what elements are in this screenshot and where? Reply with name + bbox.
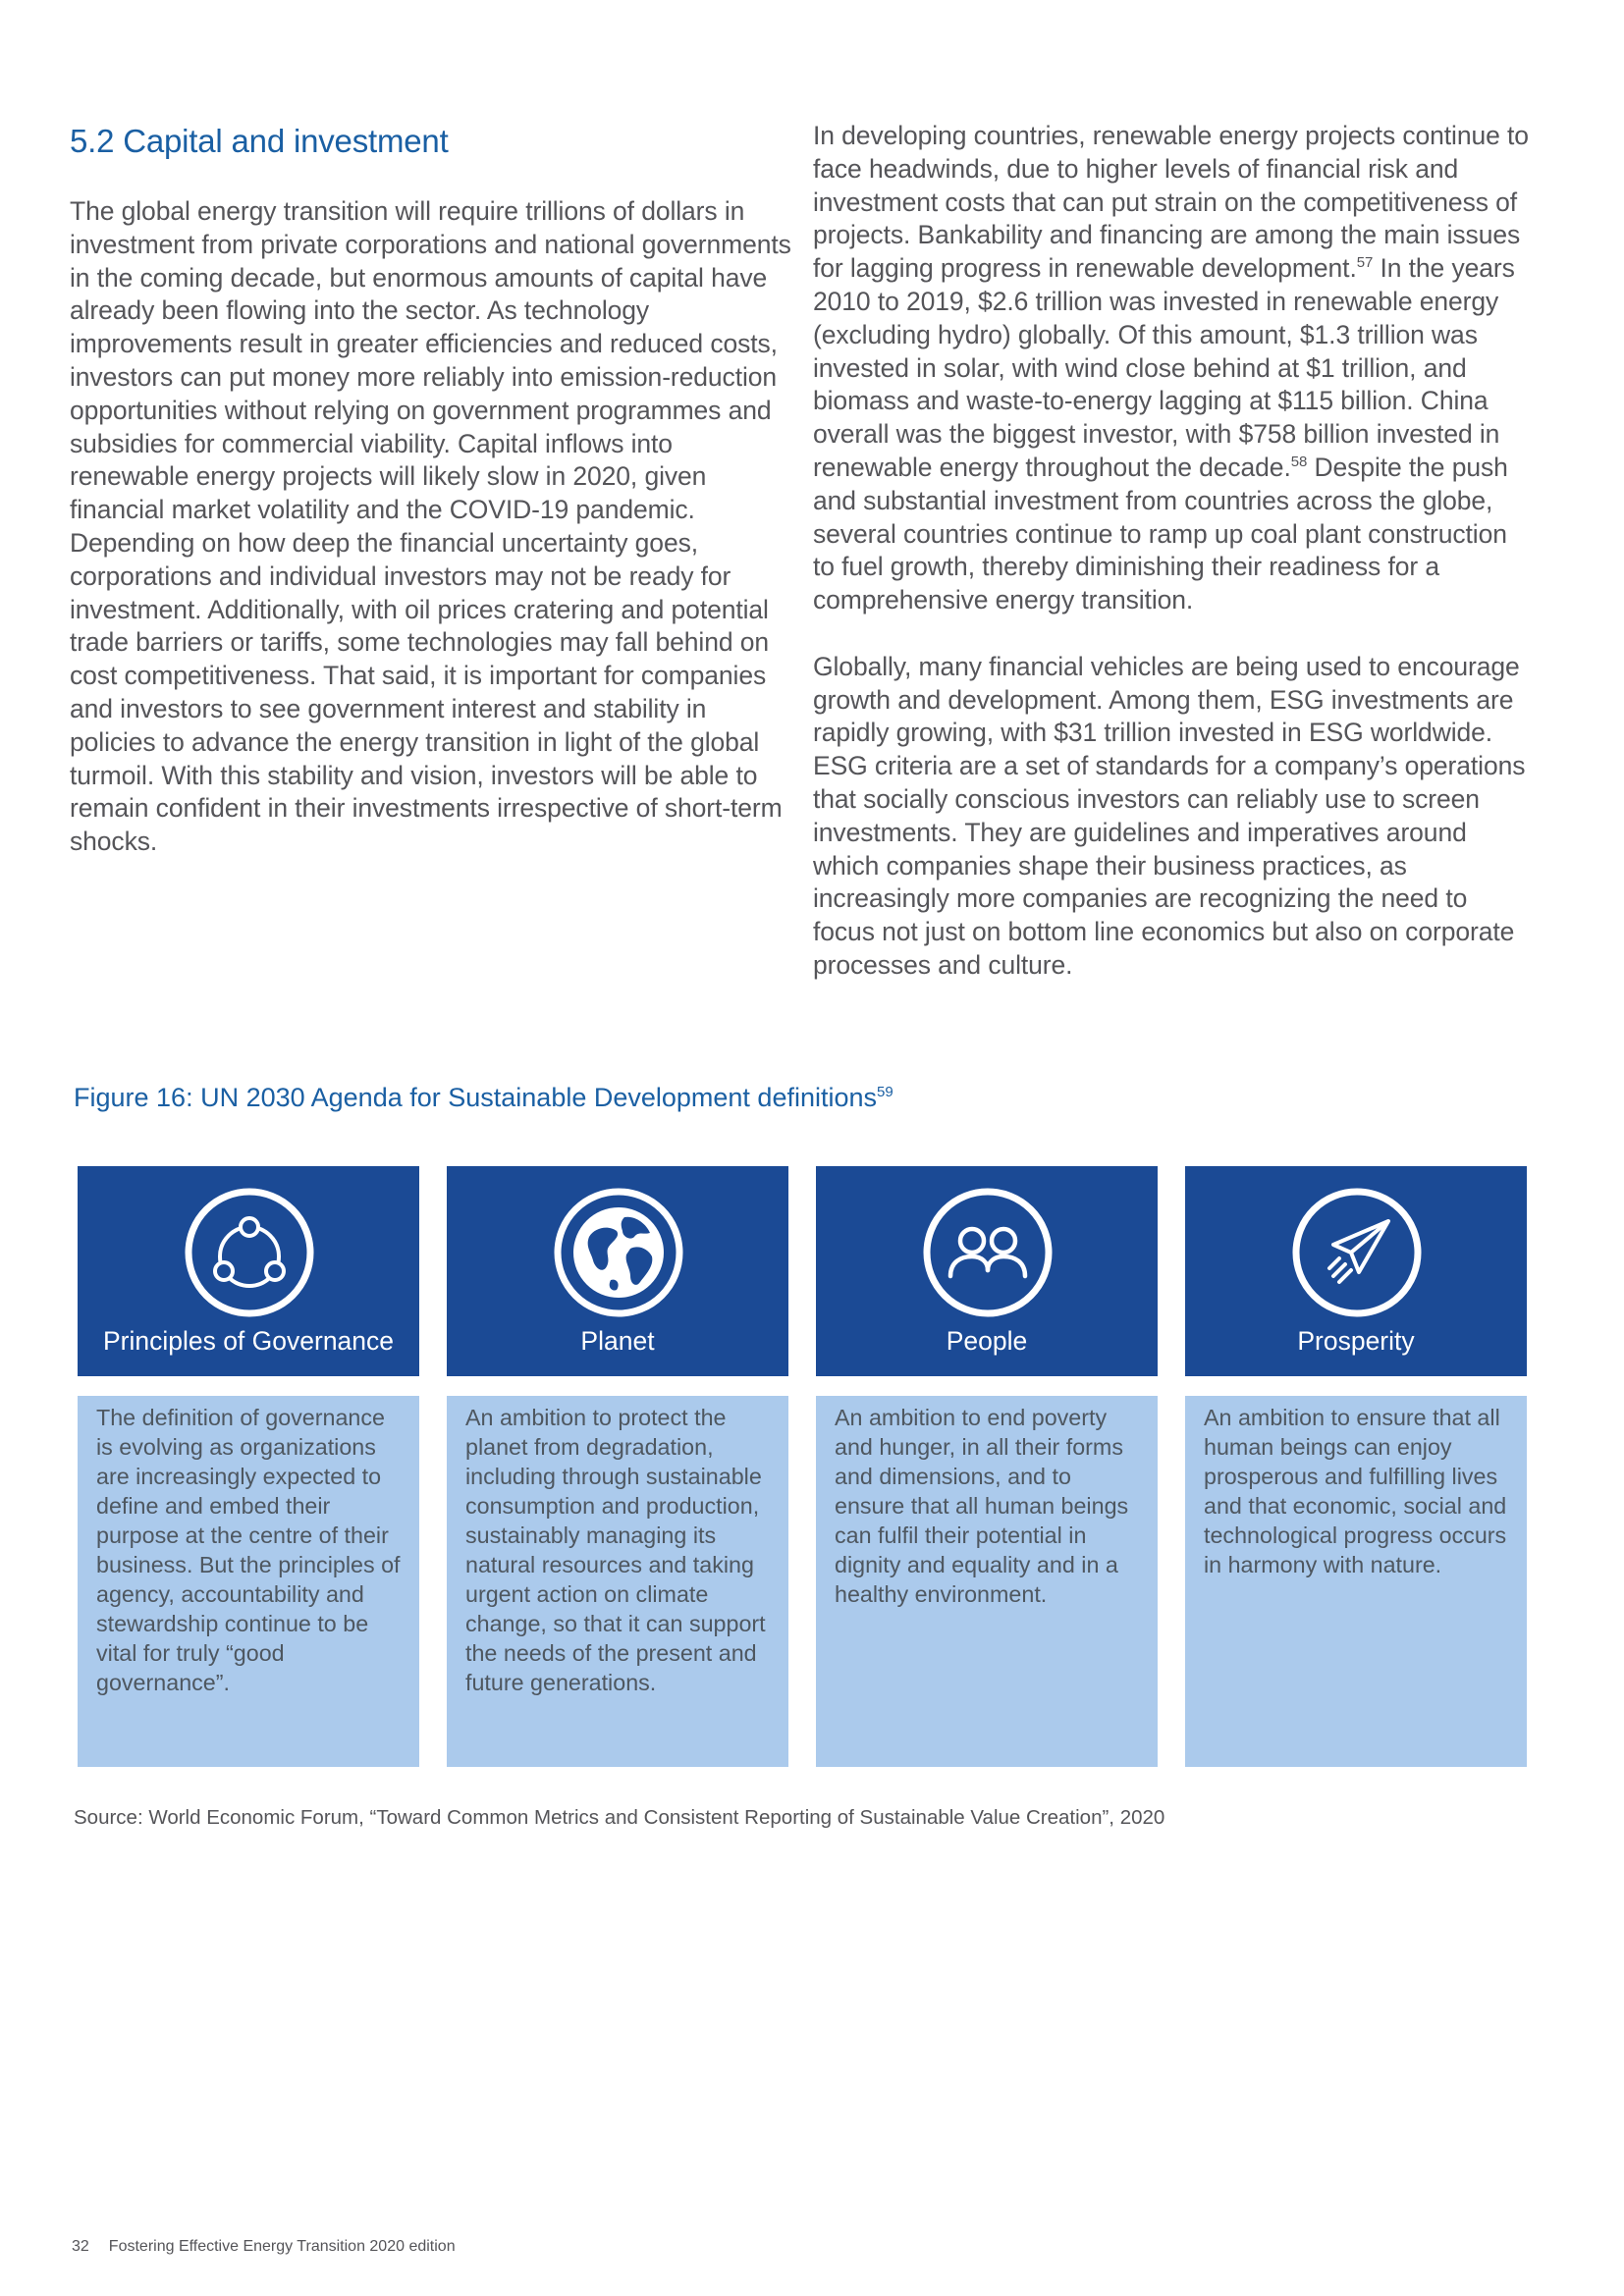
left-paragraph: The global energy transition will require trillions of dollars in investment from private corporations and national governments in the coming decade, but enormous amounts of capital have already been flowing into the sector. As technology improvements result in greater efficiencies and reduced costs, investors can put money more reliably into emission-reduction opportunities without relying on government programmes and subsidies for commercial viability. Capital inflows into renewable energy projects will likely slow in 2020, given financial market volatility and the COVID-19 pandemic. Depending on how deep the financial uncertainty goes, corporations and individual investors may not be ready for investment. Additionally, with oil prices cratering and potential trade barriers or tariffs, some technologies may fall behind on cost competitiveness. That said, it is important for companies and investors to see government interest and stability in policies to advance the energy transition in light of the global turmoil. With this stability and vision, investors will be able to remain confident in their investments irrespective of short-term shocks. [70, 196, 791, 857]
card-title: Planet [580, 1326, 655, 1356]
footnote-ref-57: 57 [1356, 254, 1374, 272]
section-heading: 5.2 Capital and investment [70, 123, 449, 159]
publication-title: Fostering Effective Energy Transition 2020 edition [108, 2238, 456, 2255]
card-header [1185, 1166, 1527, 1376]
card-title: People [946, 1326, 1028, 1356]
card-prosperity [1185, 1166, 1527, 1767]
right-paragraph-1 [813, 120, 1535, 617]
card-header [447, 1166, 788, 1376]
card-body: The definition of governance is evolving as organizations are increasingly expected to define and embed their purpose at the centre of their business. But the principles of agency, accountability and stewardship continue to be vital for truly “good governance”. [78, 1396, 419, 1767]
right-paragraph-1-text-b: In the years 2010 to 2019, $2.6 trillion was invested in renewable energy (excluding hydro) globally. Of this amount, $1.3 trillion was invested in solar, with wind close behind at $1 trillion, and biomass and waste-to-energy lagging at $115 billion. China overall was the biggest investor, with $758 billion invested in renewable energy throughout the decade. [813, 253, 1515, 482]
card-header [816, 1166, 1158, 1376]
definition-cards [78, 1166, 1527, 1767]
right-paragraph-2: Globally, many financial vehicles are being used to encourage growth and development. Among them, ESG investments are rapidly growing, with $31 trillion invested in ESG worldwide. ESG criteria are a set of standards for a company’s operations that socially conscious investors can reliably use to screen investments. They are guidelines and imperatives around which companies shape their business practices, as increasingly more companies are recognizing the need to focus not just on bottom line economics but also on corporate processes and culture. [813, 651, 1526, 980]
left-column [70, 120, 791, 859]
paper-plane-icon [1290, 1186, 1424, 1319]
people-icon [921, 1186, 1055, 1319]
card-people [816, 1166, 1158, 1767]
footnote-ref-59: 59 [877, 1084, 893, 1100]
right-paragraph-1-text-c: Despite the push and substantial investment from countries across the globe, several countries continue to ramp up coal plant construction to fuel growth, thereby diminishing their readiness for a comprehensive energy transition. [813, 452, 1508, 615]
right-column [813, 120, 1535, 983]
card-governance [78, 1166, 419, 1767]
governance-cycle-icon [183, 1186, 316, 1319]
page-footer [72, 2237, 456, 2257]
page-number: 32 [72, 2238, 89, 2255]
footnote-ref-58: 58 [1290, 454, 1308, 471]
right-paragraph-1-text-a: In developing countries, renewable energy projects continue to face headwinds, due to higher levels of financial risk and investment costs that can put strain on the competitiveness of projects. Bankability and financing are among the main issues for lagging progress in renewable development. [813, 121, 1529, 284]
figure-title-text: Figure 16: UN 2030 Agenda for Sustainable Development definitions [74, 1083, 878, 1112]
card-planet [447, 1166, 788, 1767]
figure-title [74, 1080, 893, 1115]
card-title: Principles of Governance [102, 1326, 395, 1356]
card-body: An ambition to ensure that all human beings can enjoy prosperous and fulfilling lives and that economic, social and technological progress occurs in harmony with nature. [1185, 1396, 1527, 1767]
globe-icon [552, 1186, 685, 1319]
card-title: Prosperity [1297, 1326, 1415, 1356]
figure-source: Source: World Economic Forum, “Toward Common Metrics and Consistent Reporting of Sustainable Value Creation”, 2020 [74, 1806, 1165, 1829]
card-body: An ambition to end poverty and hunger, in all their forms and dimensions, and to ensure that all human beings can fulfil their potential in dignity and equality and in a healthy environment. [816, 1396, 1158, 1767]
card-header [78, 1166, 419, 1376]
card-body: An ambition to protect the planet from degradation, including through sustainable consumption and production, sustainably managing its natural resources and taking urgent action on climate change, so that it can support the needs of the present and future generations. [447, 1396, 788, 1767]
